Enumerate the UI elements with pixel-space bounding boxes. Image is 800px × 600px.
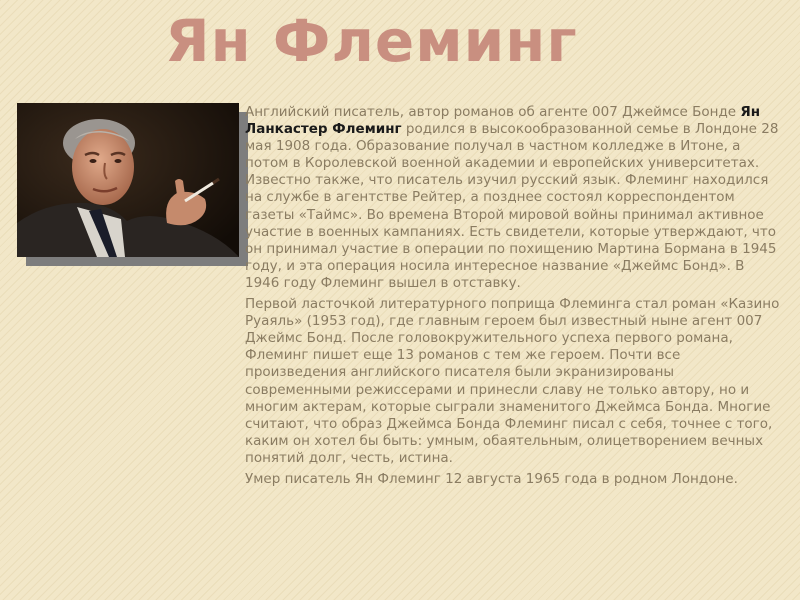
paragraph-1 [245, 104, 781, 292]
paragraph-3: Умер писатель Ян Флеминг 12 августа 1965 года в родном Лондоне. [245, 470, 738, 487]
paragraph-1-rest: родился в высокообразованной семье в Лондоне 28 мая 1908 года. Образование получал в частном колледже в Итоне, а потом в Королевской военной академии и европейских университетах. Известно также, что писатель изучил русский язык. Флеминг находился на службе в агентстве Рейтер, а позднее состоял корреспондентом газеты «Таймс». Во времена Второй мировой войны принимал активное участие в военных кампаниях. Есть свидетели, которые утверждают, что он принимал участие в операции по похищению Мартина Бормана в 1945 году, и эта операция носила интересное название «Джеймс Бонд». В 1946 году Флеминг вышел в отставку. [245, 121, 779, 291]
paragraph-1-intro: Английский писатель, автор романов об агенте 007 Джеймсе Бонде [245, 104, 741, 120]
slide-title: Ян Флеминг [165, 7, 578, 75]
biography-text [245, 104, 781, 492]
highlighted-name: Ян Ланкастер Флеминг [245, 104, 761, 138]
paragraph-2: Первой ласточкой литературного поприща Флеминга стал роман «Казино Руаяль» (1953 год), где главным героем был известный ныне агент 007 Джеймс Бонд. После головокружительного успеха первого романа, Флеминг пишет еще 13 романов с тем же героем. Почти все произведения английского писателя были экранизированы современными режиссерами и принесли славу не только автору, но и многим актерам, которые сыграли знаменитого Джеймса Бонда. Многие считают, что образ Джеймса Бонда Флеминг писал с себя, точнее с того, каким он хотел бы быть: умным, обаятельным, олицетворением вечных понятий долг, честь, истина. [245, 296, 780, 466]
portrait-photo [17, 103, 239, 257]
